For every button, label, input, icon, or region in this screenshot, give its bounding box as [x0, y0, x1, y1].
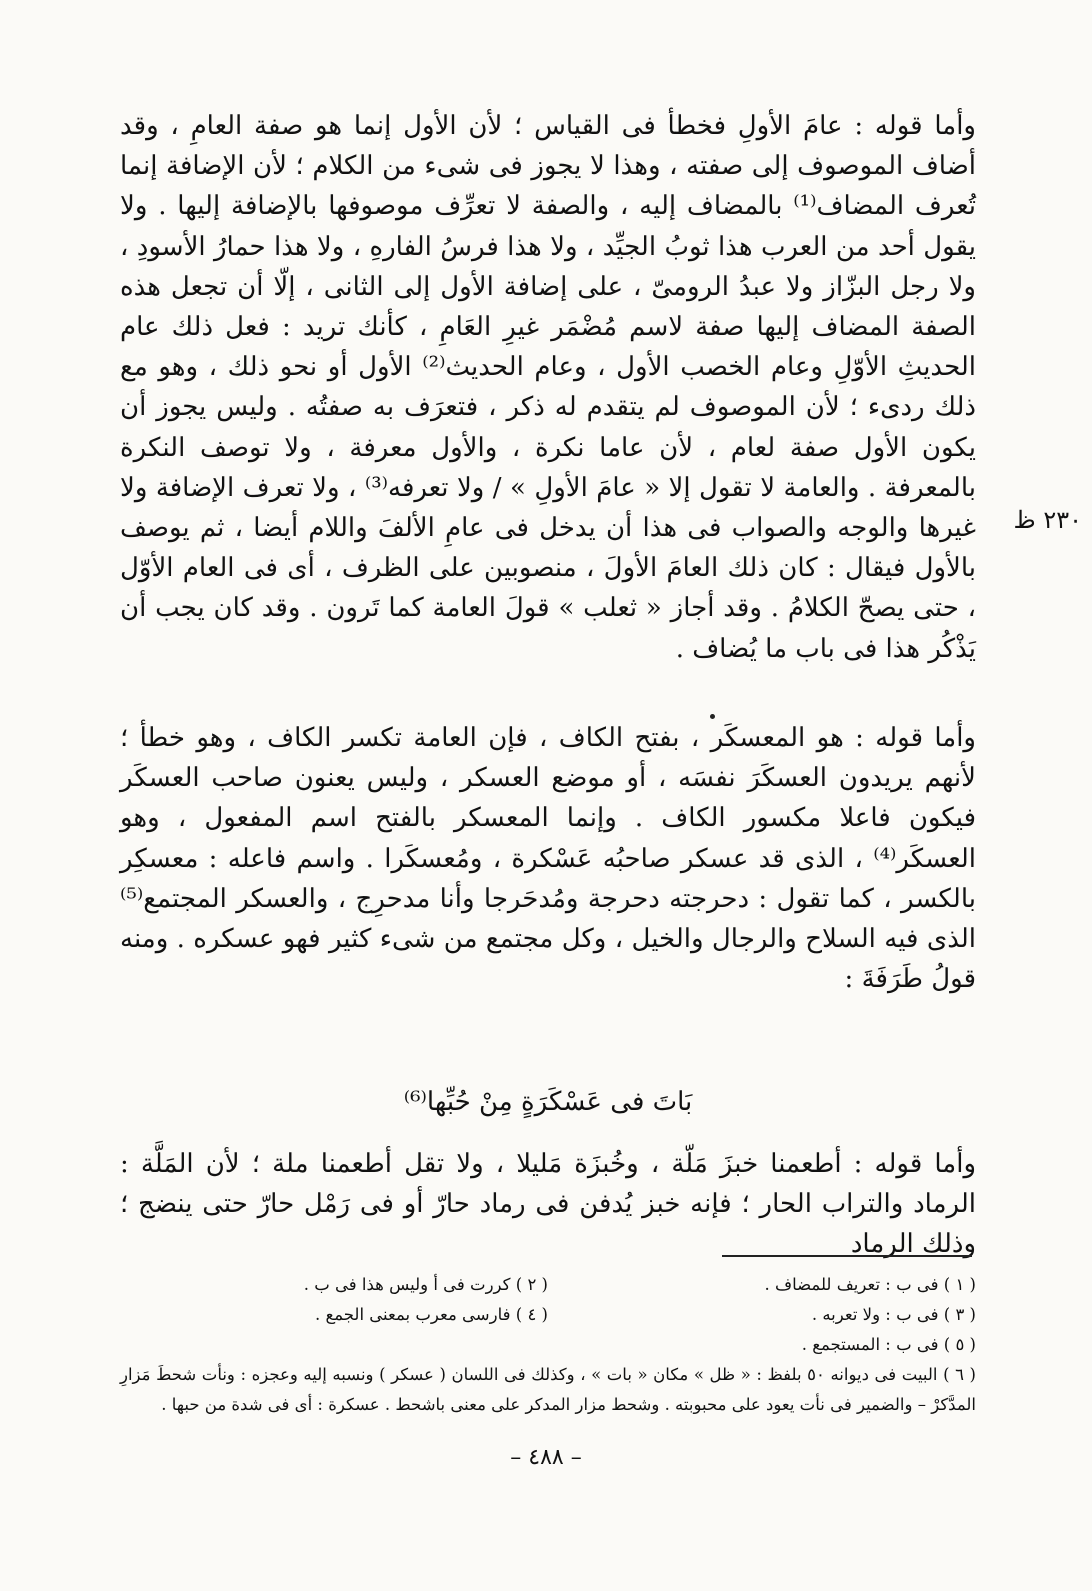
paragraph-1: وأما قوله : عامَ الأولِ فخطأ فى القياس ؛ لأن الأول إنما هو صفة العامِ ، وقد أضاف الموصوف إلى صفته ، وهذا لا يجوز فى شىء من الكلام ؛ لأن الإضافة إنما تُعرف المضاف⁽¹⁾ بالمضاف إليه ، والصفة لا تعرِّف موصوفها بالإضافة إليها . ولا يقول أحد من العرب هذا ثوبُ الجيِّد ، ولا هذا فرسُ الفارهِ ، ولا هذا حمارُ الأسودِ ، ولا رجل البزّاز ولا عبدُ الرومىّ ، على إضافة الأول إلى الثانى ، إلّا أن تجعل هذه الصفة المضاف إليها صفة لاسم مُضْمَر غيرِ العَامِ ، كأنك تريد : فعل ذلك عام الحديثِ الأوّلِ وعام الخصب الأول ، وعام الحديث⁽²⁾ الأول أو نحو ذلك ، وهو مع ذلك ردىء ؛ لأن الموصوف لم يتقدم له ذكر ، فتعرَف به صفتُه . وليس يجوز أن يكون الأول صفة لعام ، لأن عاما نكرة ، والأول معرفة ، ولا توصف النكرة بالمعرفة . والعامة لا تقول إلا « عامَ الأولِ » / ولا تعرفه⁽³⁾ ، ولا تعرف الإضافة ولا غيرها والوجه والصواب فى هذا أن يدخل فى عامِ الألفَ واللام أيضا ، ثم يوصف بالأول فيقال : كان ذلك العامَ الأولَ ، منصوبين على الظرف ، أى فى العام الأوّل ، حتى يصحّ الكلامُ . وقد أجاز « ثعلب » قولَ العامة كما تَرون . وقد كان يجب أن يَذْكُر هذا فى باب ما يُضاف . — [120, 111, 977, 664]
paragraph-3: وأما قوله : أطعمنا خبزَ مَلّة ، وخُبزَة مَليلا ، ولا تقل أطعمنا ملة ؛ لأن المَلَّة : الرماد والتراب الحار ؛ فإنه خبز يُدفن فى رماد حارّ أو فى رَمْل حارّ حتى ينضج ؛ وذلك الرماد — [120, 1149, 976, 1260]
page-number: – ٤٨٨ – — [510, 1445, 582, 1470]
paragraph-2: وأما قوله : هو المعسكَر ، بفتح الكاف ، فإن العامة تكسر الكاف ، وهو خطأ ؛ لأنهم يريدون العسكَرَ نفسَه ، أو موضع العسكر ، وليس يعنون صاحب العسكَر فيكون فاعلا مكسور الكاف . وإنما المعسكر بالفتح اسم المفعول ، وهو العسكَر⁽⁴⁾ ، الذى قد عسكر صاحبُه عَسْكرة ، ومُعسكَرا . واسم فاعله : معسكِر بالكسر ، كما تقول : دحرجته دحرجة ومُدحَرجا وأنا مدحرِج ، والعسكر المجتمع⁽⁵⁾ الذى فيه السلاح والرجال والخيل ، وكل مجتمع من شىء كثير فهو عسكره . ومنه قولُ طَرَفَةَ : — [120, 723, 976, 995]
footnote-3: ( ٣ ) فى ب : ولا تعربه . — [811, 1305, 976, 1324]
footnote-6: ( ٦ ) البيت فى ديوانه ٥٠ بلفظ : « ظل » مكان « بات » ، وكذلك فى اللسان ( عسكر ) ونسبه إليه وعجزه : ونأت شحطَ مَزارِ المدَّكرْ – والضمير فى نأت يعود على محبوبته . وشحط مزار المدكر على معنى باشحط . عسكرة : أى فى شدة من حبها . — [120, 1365, 976, 1414]
main-text-block-2 — [120, 718, 976, 999]
footnote-row — [120, 1300, 976, 1330]
footnote-2: ( ٢ ) كررت فى أ وليس هذا فى ب . — [303, 1275, 548, 1294]
footnote-1: ( ١ ) فى ب : تعريف للمضاف . — [764, 1275, 976, 1294]
footnotes — [120, 1270, 976, 1420]
main-text-block-3 — [120, 1144, 976, 1265]
footnote-row — [120, 1270, 976, 1300]
manuscript-folio-marker: ٢٣٠ ظ — [1013, 506, 1082, 534]
main-text-block-1 — [120, 106, 976, 669]
footnote-4: ( ٤ ) فارسى معرب بمعنى الجمع . — [314, 1305, 548, 1324]
footnote-row — [120, 1330, 976, 1360]
footnote-divider — [722, 1255, 972, 1257]
poetry-verse: بَاتَ فى عَسْكَرَةٍ مِنْ حُبِّها⁽⁶⁾ — [403, 1087, 693, 1117]
footnote-5: ( ٥ ) فى ب : المستجمع . — [801, 1335, 976, 1354]
